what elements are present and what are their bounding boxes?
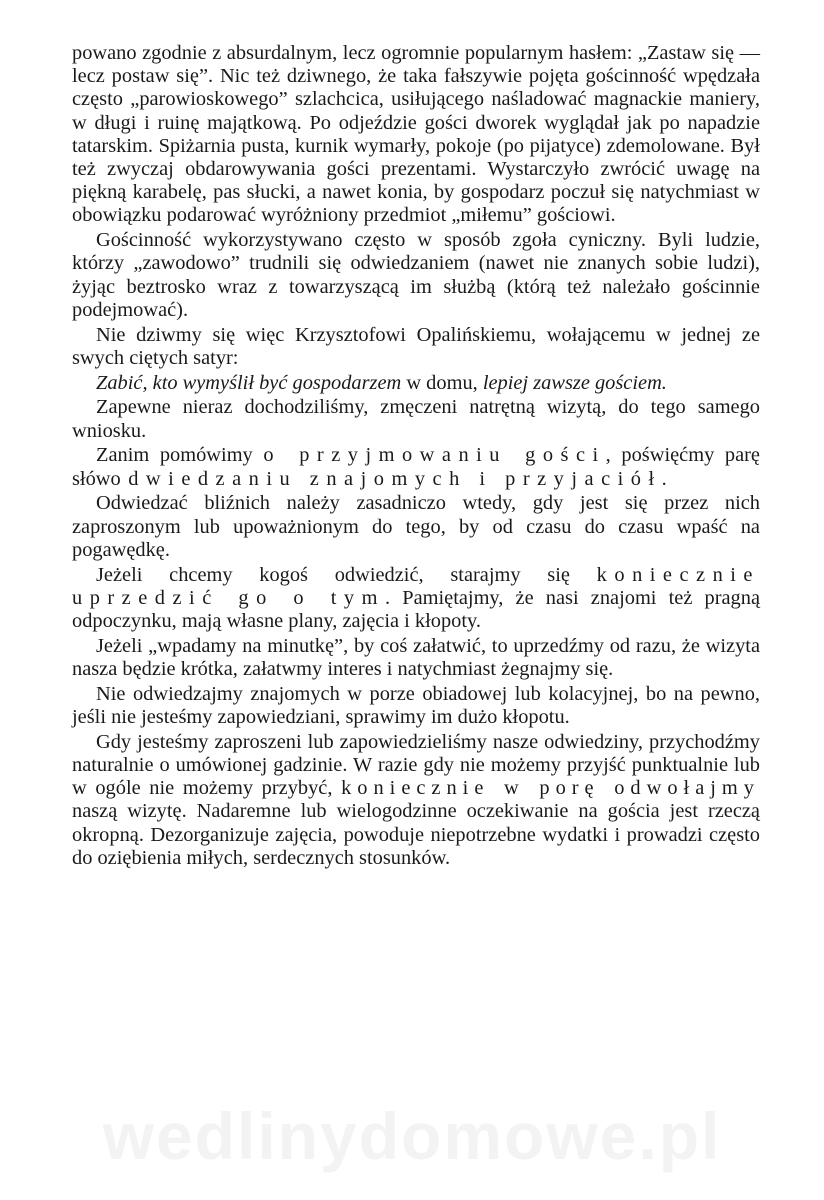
- paragraph-8-text-a: Jeżeli chcemy kogoś odwiedzić, starajmy się: [96, 563, 597, 586]
- spaced-phrase-visiting-friends: odwiedzaniu znajomych i przyjaciół: [110, 467, 662, 490]
- quote-italic-part-a: Zabić, kto wymyślił być gospodarzem: [96, 371, 402, 394]
- paragraph-6-text-a: Zanim pomówimy: [96, 444, 264, 467]
- paragraph-6-text-b: , poświęćmy parę słów: [72, 444, 760, 490]
- paragraph-3: Nie dziwmy się więc Krzysztofowi Opalińskiemu, wołającemu w jednej ze swych ciętych satyr:: [72, 323, 760, 369]
- satire-quote: [72, 372, 760, 395]
- paragraph-11-text-a: Gdy jesteśmy zaproszeni lub zapowiedzieliśmy nasze odwiedziny, przychodźmy naturalnie o umówionej gadzinie. W razie gdy nie możemy przyjść punktualnie lub w ogóle nie możemy przybyć,: [72, 730, 760, 800]
- paragraph-11-text-b: naszą wizytę. Nadaremne lub wielogodzinne oczekiwanie na gościa jest rzeczą okropną. Dezorganizuje zajęcia, powoduje niepotrzebne wydatki i prowadzi często do oziębienia miłych, serdecznych stosunków.: [72, 800, 760, 869]
- site-watermark: wedlinydomowe.pl: [102, 1099, 722, 1173]
- paragraph-2: Gościnność wykorzystywano często w sposób zgoła cyniczny. Byli ludzie, którzy „zawodowo” trudnili się odwiedzaniem (nawet nie znanych sobie ludzi), żyjąc beztrosko wraz z towarzyszącą im służbą (którą też należało gościnnie podejmować).: [72, 229, 760, 321]
- paragraph-6-text-c: .: [661, 467, 667, 490]
- quote-italic-part-b: lepiej zawsze gościem.: [482, 371, 667, 394]
- paragraph-7: Odwiedzać bliźnich należy zasadniczo wtedy, gdy jest się przez nich zaproszonym lub upoważnionym do tego, by od czasu do czasu wpaść na pogawędkę.: [72, 492, 760, 561]
- paragraph-11: [72, 731, 760, 870]
- paragraph-8: [72, 564, 760, 634]
- paragraph-8-text-b: . Pamiętajmy, że nasi znajomi też pragną odpoczynku, mają własne plany, zajęcia i kłopoty.: [72, 586, 760, 633]
- spaced-phrase-cancel-in-time: koniecznie w porę odwołajmy: [341, 777, 760, 800]
- paragraph-5: Zapewne nieraz dochodziliśmy, zmęczeni natrętną wizytą, do tego samego wniosku.: [72, 396, 760, 442]
- paragraph-10: Nie odwiedzajmy znajomych w porze obiadowej lub kolacyjnej, bo na pewno, jeśli nie jesteśmy zapowiedziani, sprawimy im dużo kłopotu.: [72, 682, 760, 729]
- paragraph-9: Jeżeli „wpadamy na minutkę”, by coś załatwić, to uprzedźmy od razu, że wizyta nasza będzie krótka, załatwmy interes i natychmiast żegnajmy się.: [72, 634, 760, 681]
- spaced-phrase-notify-first: koniecznie uprzedzić go o tym: [72, 563, 760, 609]
- spaced-phrase-receiving-guests: o przyjmowaniu gości: [263, 444, 606, 467]
- document-body: [72, 42, 760, 872]
- quote-normal-part: w domu,: [401, 371, 483, 394]
- paragraph-6: [72, 444, 760, 490]
- paragraph-1: powano zgodnie z absurdalnym, lecz ogromnie popularnym hasłem: „Zastaw się — lecz postaw się”. Nic też dziwnego, że taka fałszywie pojęta gościnność wpędzała często „parowioskowego” szlachcica, usiłującego naśladować magnackie maniery, w długi i ruinę majątkową. Po odjeździe gości dworek wyglądał jak po napadzie tatarskim. Spiżarnia pusta, kurnik wymarły, pokoje (po pijatyce) zdemolowane. Był też zwyczaj obdarowywania gości prezentami. Wystarczyło zwrócić uwagę na piękną karabelę, pas słucki, a nawet konia, by gospodarz poczuł się natychmiast w obowiązku podarować wyróżniony przedmiot „miłemu” gościowi.: [72, 42, 760, 227]
